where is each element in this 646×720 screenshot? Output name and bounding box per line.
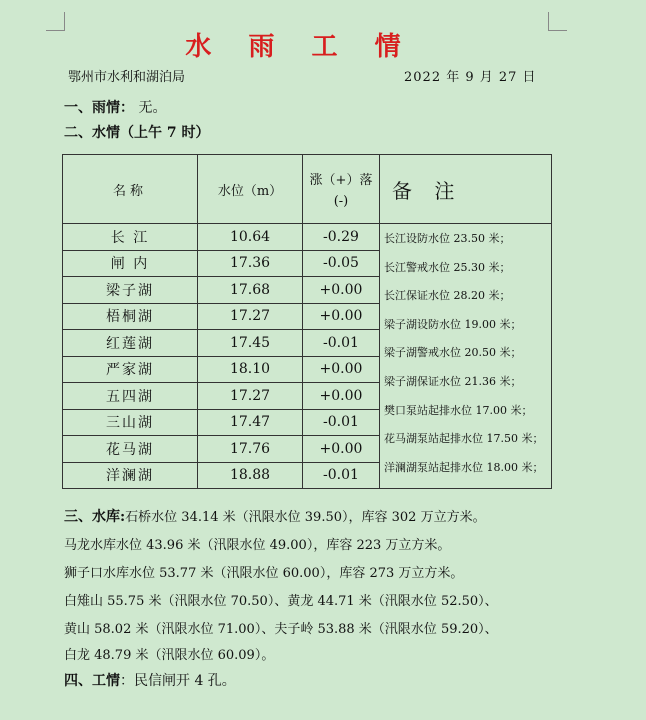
notes-cell [380, 224, 552, 489]
reservoir-text: 白龙 48.79 米（汛限水位 60.09）。 [64, 648, 275, 663]
organization-name: 鄂州市水利和湖泊局 [68, 70, 186, 85]
col-header-change-line2: (-) [333, 194, 349, 209]
col-header-notes: 备 注 [380, 155, 552, 224]
reservoir-text: 白雉山 55.75 米（汛限水位 70.50）、黄龙 44.71 米（汛限水位 52.50）、 [64, 594, 498, 609]
report-date: 2022 年 9 月 27 日 [404, 70, 537, 85]
water-level-cell: 17.27 [198, 303, 303, 330]
station-name-cell: 长 江 [63, 224, 198, 251]
level-change-cell: -0.01 [303, 330, 380, 357]
water-level-cell: 18.88 [198, 462, 303, 489]
water-heading: 二、水情（上午 7 时） [64, 125, 210, 141]
station-name-cell: 闸 内 [63, 250, 198, 277]
reservoir-text: 狮子口水库水位 53.77 米（汛限水位 60.00），库容 273 万立方米。 [64, 566, 464, 581]
reservoir-text: 黄山 58.02 米（汛限水位 71.00）、夫子岭 53.88 米（汛限水位 59.20）、 [64, 622, 498, 637]
work-heading: 四、工情 [64, 673, 120, 689]
station-name-cell: 严家湖 [63, 356, 198, 383]
work-section [64, 670, 236, 690]
water-level-cell: 17.36 [198, 250, 303, 277]
water-level-cell: 17.27 [198, 383, 303, 410]
station-name-cell: 洋澜湖 [63, 462, 198, 489]
note-line: 洋澜湖泵站起排水位 18.00 米； [384, 460, 544, 474]
station-name-cell: 梧桐湖 [63, 303, 198, 330]
level-change-cell: -0.01 [303, 462, 380, 489]
reservoir-text: 石桥水位 34.14 米（汛限水位 39.50），库容 302 万立方米。 [125, 510, 486, 525]
reservoir-line [64, 534, 450, 553]
rain-section [64, 97, 166, 117]
water-level-cell: 17.45 [198, 330, 303, 357]
station-name-cell: 三山湖 [63, 409, 198, 436]
table-row [63, 224, 552, 251]
note-line: 樊口泵站起排水位 17.00 米； [384, 403, 533, 417]
water-level-cell: 10.64 [198, 224, 303, 251]
water-level-cell: 17.47 [198, 409, 303, 436]
col-header-level: 水位（m） [198, 155, 303, 224]
col-header-change [303, 155, 380, 224]
water-level-cell: 18.10 [198, 356, 303, 383]
note-line: 花马湖泵站起排水位 17.50 米； [384, 432, 544, 446]
report-title: 水 雨 工 情 [185, 32, 415, 62]
reservoir-line [64, 590, 498, 609]
work-value: ：民信闸开 4 孔。 [120, 673, 236, 689]
note-line: 梁子湖设防水位 19.00 米； [384, 317, 522, 331]
level-change-cell: +0.00 [303, 383, 380, 410]
level-change-cell: +0.00 [303, 277, 380, 304]
level-change-cell: -0.29 [303, 224, 380, 251]
note-line: 长江警戒水位 25.30 米； [384, 260, 511, 274]
station-name-cell: 五四湖 [63, 383, 198, 410]
col-header-name: 名称 [63, 155, 198, 224]
station-name-cell: 红莲湖 [63, 330, 198, 357]
reservoir-line [64, 506, 486, 526]
reservoir-line [64, 562, 463, 581]
table-header-row [63, 155, 552, 224]
rain-heading: 一、雨情： [64, 100, 134, 116]
water-level-table [62, 154, 552, 489]
station-name-cell: 梁子湖 [63, 277, 198, 304]
level-change-cell: +0.00 [303, 436, 380, 463]
station-name-cell: 花马湖 [63, 436, 198, 463]
reservoir-text: 马龙水库水位 43.96 米（汛限水位 49.00），库容 223 万立方米。 [64, 538, 451, 553]
level-change-cell: +0.00 [303, 356, 380, 383]
water-level-cell: 17.68 [198, 277, 303, 304]
level-change-cell: +0.00 [303, 303, 380, 330]
col-header-change-line1: 涨（+）落 [309, 173, 373, 188]
reservoir-line [64, 644, 274, 663]
note-line: 长江保证水位 28.20 米； [384, 289, 511, 303]
level-change-cell: -0.05 [303, 250, 380, 277]
note-line: 梁子湖保证水位 21.36 米； [384, 374, 522, 388]
water-level-cell: 17.76 [198, 436, 303, 463]
rain-value: 无。 [138, 100, 167, 116]
level-change-cell: -0.01 [303, 409, 380, 436]
note-line: 长江设防水位 23.50 米； [384, 232, 511, 245]
note-line: 梁子湖警戒水位 20.50 米； [384, 346, 522, 360]
reservoir-line [64, 618, 498, 637]
reservoir-heading: 三、水库: [64, 509, 126, 525]
